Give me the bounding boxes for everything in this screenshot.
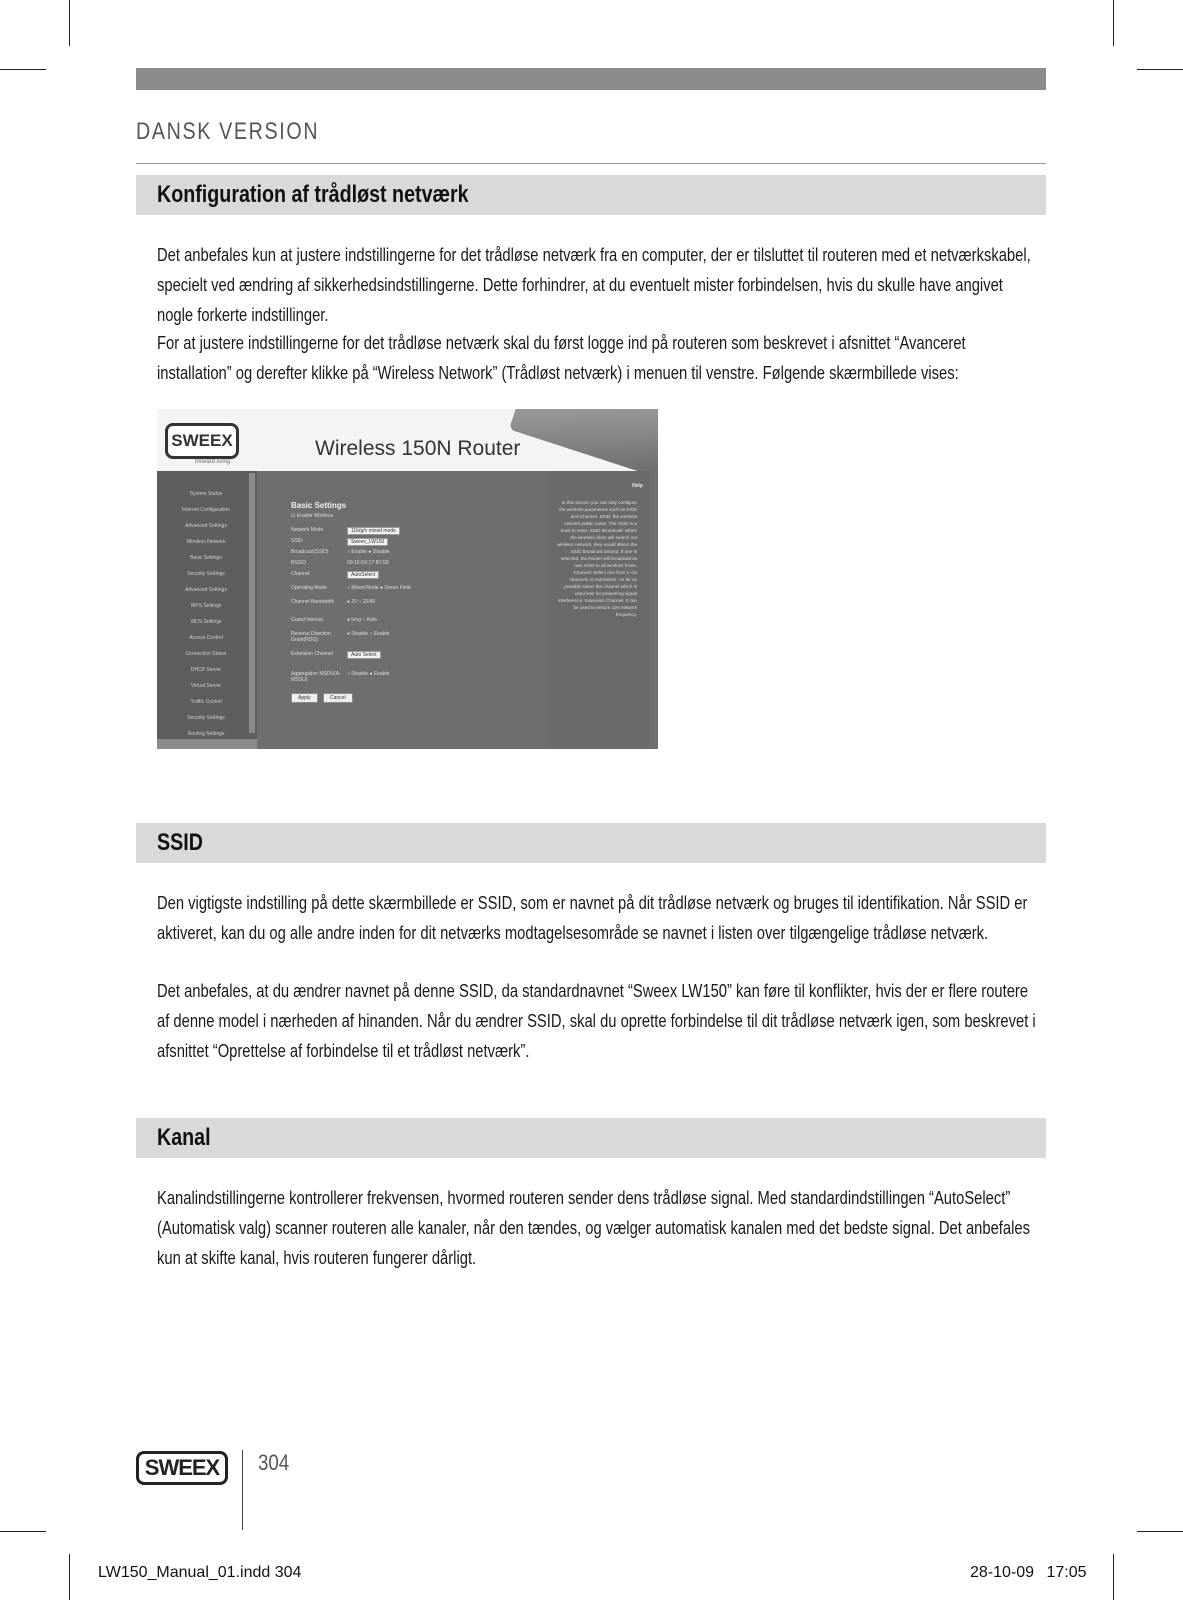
language-label: DANSK VERSION — [136, 118, 320, 145]
nav-item: System Status — [189, 491, 223, 497]
nav-item: Connection Status — [185, 651, 227, 657]
screenshot-title: Wireless 150N Router — [315, 437, 521, 460]
header-rule — [136, 163, 1046, 164]
crop-mark — [0, 1531, 46, 1532]
nav-item: WPS Settings — [190, 603, 222, 609]
footer-logo: SWEEX — [136, 1451, 228, 1485]
logo-tagline: forward living — [195, 459, 231, 465]
row-label: Guard Interval — [291, 617, 323, 623]
settings-row — [291, 571, 531, 581]
settings-row — [291, 651, 531, 661]
row-value: ○ Disable ● Enable — [347, 671, 390, 677]
print-slug-file: LW150_Manual_01.indd 304 — [98, 1564, 302, 1581]
nav-item: Security Settings — [187, 571, 225, 577]
row-label: Operating Mode — [291, 585, 327, 591]
page-number: 304 — [258, 1450, 290, 1475]
settings-row — [291, 527, 531, 537]
crop-mark — [69, 1554, 70, 1600]
section-header-kanal — [136, 1118, 1046, 1158]
nav-item: Basic Settings — [190, 555, 222, 561]
screenshot-nav — [157, 471, 257, 749]
nav-item: Traffic Control — [190, 699, 222, 705]
row-label: Aggregation MSDU(A-MSDU) — [291, 671, 341, 683]
settings-panel — [277, 471, 542, 749]
settings-row — [291, 585, 531, 595]
section-title: Kanal — [157, 1124, 211, 1151]
horizontal-scrollbar — [157, 739, 257, 749]
row-value: ● 20 ○ 20/40 — [347, 599, 376, 605]
row-value: ○ Mixed Mode ● Green Field — [347, 585, 411, 591]
help-text: In this section you can only configure the wireless parameters such as SSID and Channel. SSID: the wireless network public name. The SSID is a must to enter. SSID Broadcast: When the wireless client will search out wireless network, they would detect the SSID broadcast around. If one is selected, the Router will broadcast its own SSID to all wireless hosts. Channel: Select one from 1~13 channels or AutoSelect. As far as possible select the channel which is used less for preventing signal interference. Extension Channel: It can be used to ensure 11N network frequency. — [557, 500, 637, 617]
router-screenshot — [157, 409, 658, 749]
settings-row — [291, 617, 531, 627]
nav-item: Wireless Network — [186, 539, 226, 545]
section-title: Konfiguration af trådløst netværk — [157, 181, 469, 208]
print-slug-date: 28-10-09 17:05 — [970, 1564, 1087, 1581]
sweex-logo: SWEEX — [165, 423, 239, 459]
settings-row — [291, 549, 531, 559]
nav-item: DHCP Server — [190, 667, 222, 673]
row-value: ● Disable ○ Enable — [347, 631, 390, 637]
extension-channel-select: Auto Select — [347, 651, 381, 659]
settings-row — [291, 671, 531, 681]
nav-item: Access Control — [189, 635, 223, 641]
footer-divider — [242, 1450, 243, 1530]
crop-mark — [1113, 0, 1114, 46]
crop-mark — [1137, 69, 1183, 70]
row-label: Reverse Direction Grant(RDG) — [291, 631, 331, 643]
enable-wireless-checkbox: ☑ Enable Wireless — [291, 513, 334, 519]
panel-title: Basic Settings — [291, 501, 347, 510]
row-label: Broadcast(SSID) — [291, 549, 329, 555]
paragraph: For at justere indstillingerne for det trådløse netværk skal du først logge ind på routeren som beskrevet i afsnittet “Avanceret installation” og derefter klikke på “Wireless Network” (Trådløst netværk) i menuen til venstre. Følgende skærmbillede vises: — [157, 333, 966, 383]
paragraph: Den vigtigste indstilling på dette skærmbillede er SSID, som er navnet på dit trådløse netværk og bruges til identifikation. Når SSID er aktiveret, kan du og alle andre inden for dit netværks modtagelsesområde se navnet i listen over tilgængelige trådløse netværk. — [157, 893, 1028, 943]
row-label: Channel — [291, 571, 310, 577]
nav-scrollbar — [249, 473, 255, 733]
row-label: SSID — [291, 538, 303, 544]
channel-select: AutoSelect — [347, 571, 379, 579]
section-header-ssid — [136, 823, 1046, 863]
row-value: ○ Enable ● Disable — [347, 549, 390, 555]
row-label: Extension Channel — [291, 651, 333, 657]
help-panel — [549, 471, 649, 749]
section-header-config — [136, 175, 1046, 215]
row-label: BSSID — [291, 560, 307, 566]
enable-wireless-label: Enable Wireless — [296, 513, 334, 519]
paragraph: Det anbefales, at du ændrer navnet på denne SSID, da standardnavnet “Sweex LW150” kan føre til konflikter, hvis der er flere routere af denne model i nærheden af hinanden. Når du ændrer SSID, skal du oprette forbindelse til dit trådløse netværk igen, som beskrevet i afsnittet “Oprettelse af forbindelse til et trådløst netværk”. — [157, 981, 1036, 1061]
paragraph: Kanalindstillingerne kontrollerer frekvensen, hvormed routeren sender dens trådløse signal. Med standardindstillingen “AutoSelect” (Automatisk valg) scanner routeren alle kanaler, når den tændes, og vælger automatisk kanalen med det bedste signal. Det anbefales kun at skifte kanal, hvis routeren fungerer dårligt. — [157, 1188, 1030, 1268]
row-label: Network Mode — [291, 527, 324, 533]
paragraph: Det anbefales kun at justere indstillingerne for det trådløse netværk fra en computer, der er tilsluttet til routeren med et netværkskabel, specielt ved ændring af sikkerhedsindstillingerne. Dette forhindrer, at du eventuelt mister forbindelsen, hvis du skulle have angivet nogle forkerte indstillinger. — [157, 245, 1031, 325]
nav-item: WDS Settings — [190, 619, 222, 625]
nav-item: Advanced Settings — [185, 523, 227, 529]
settings-row — [291, 538, 531, 548]
crop-mark — [69, 0, 70, 46]
help-title: Help — [632, 483, 643, 489]
cancel-button: Cancel — [323, 693, 353, 703]
ssid-input: Sweex_LW150 — [347, 538, 388, 546]
settings-row — [291, 560, 531, 570]
row-value: 00:16:D6:17:B7:58 — [347, 560, 389, 566]
crop-mark — [0, 69, 46, 70]
header-bar — [136, 68, 1046, 90]
network-mode-select: 11b/g/n mixed mode — [347, 527, 400, 535]
nav-item: Internet Configuration — [181, 507, 231, 513]
nav-item: Virtual Server — [190, 683, 222, 689]
crop-mark — [1137, 1531, 1183, 1532]
nav-item: Routing Settings — [187, 731, 225, 737]
crop-mark — [1113, 1554, 1114, 1600]
nav-item: Security Settings — [187, 715, 225, 721]
settings-row — [291, 599, 531, 609]
section-title: SSID — [157, 829, 203, 856]
apply-button: Apply — [291, 693, 318, 703]
nav-item: Advanced Settings — [185, 587, 227, 593]
settings-row — [291, 631, 531, 641]
row-label: Channel Bandwidth — [291, 599, 335, 605]
row-value: ● long ○ Auto — [347, 617, 377, 623]
